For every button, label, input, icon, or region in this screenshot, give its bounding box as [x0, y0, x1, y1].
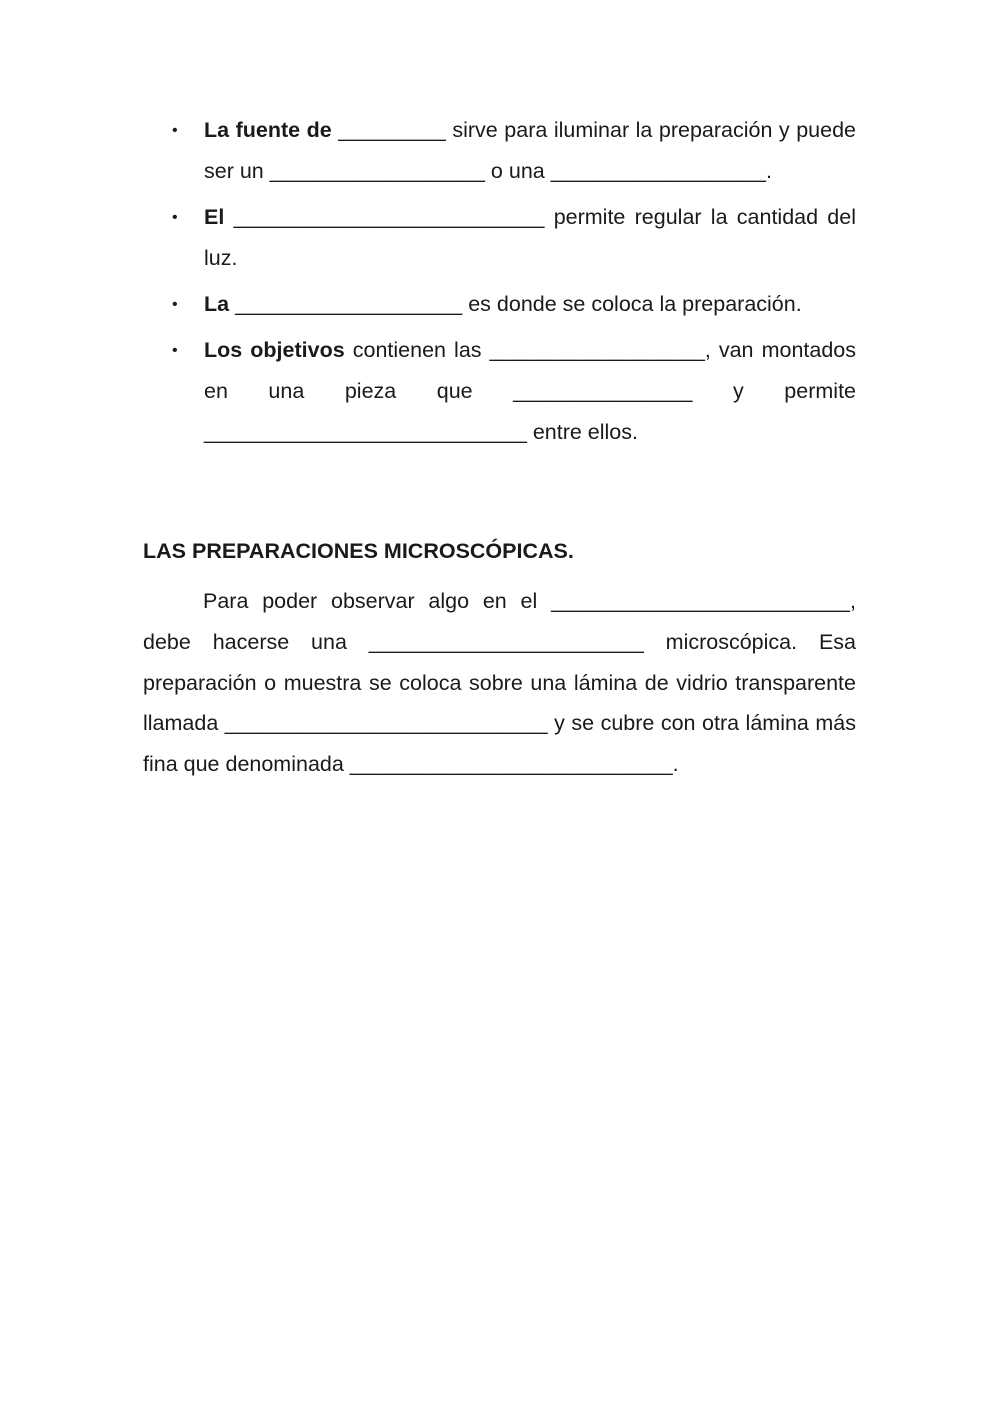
list-item [143, 197, 856, 279]
section-paragraph: Para poder observar algo en el _________________________, debe hacerse una _______________________ microscópica. Esa preparación o muestra se coloca sobre una lámina de vidrio transparente llamada ___________________________ y se cubre con otra lámina más fina que denominada ___________________________. [143, 589, 856, 777]
list-item [143, 110, 856, 192]
bullet-bold-term: La [204, 292, 230, 316]
list-item [143, 284, 856, 325]
bullet-dot: • [172, 342, 178, 359]
bullet-text: ___________________ es donde se coloca la preparación. [229, 292, 802, 316]
bullet-bold-term: La fuente de [204, 118, 332, 142]
bullet-text: _________ sirve para iluminar la preparación y puede ser un __________________ o una __________________. [204, 118, 856, 183]
bullet-dot: • [172, 122, 178, 139]
list-item [143, 330, 856, 453]
section-heading: LAS PREPARACIONES MICROSCÓPICAS. [143, 539, 574, 563]
bullet-list [143, 110, 856, 458]
bullet-dot: • [172, 209, 178, 226]
bullet-bold-term: Los objetivos [204, 338, 345, 362]
bullet-dot: • [172, 296, 178, 313]
bullet-text: __________________________ permite regular la cantidad del luz. [204, 205, 856, 270]
bullet-bold-term: El [204, 205, 225, 229]
bullet-text: contienen las __________________, van montados en una pieza que _______________ y permite ___________________________ entre ellos. [204, 338, 856, 444]
